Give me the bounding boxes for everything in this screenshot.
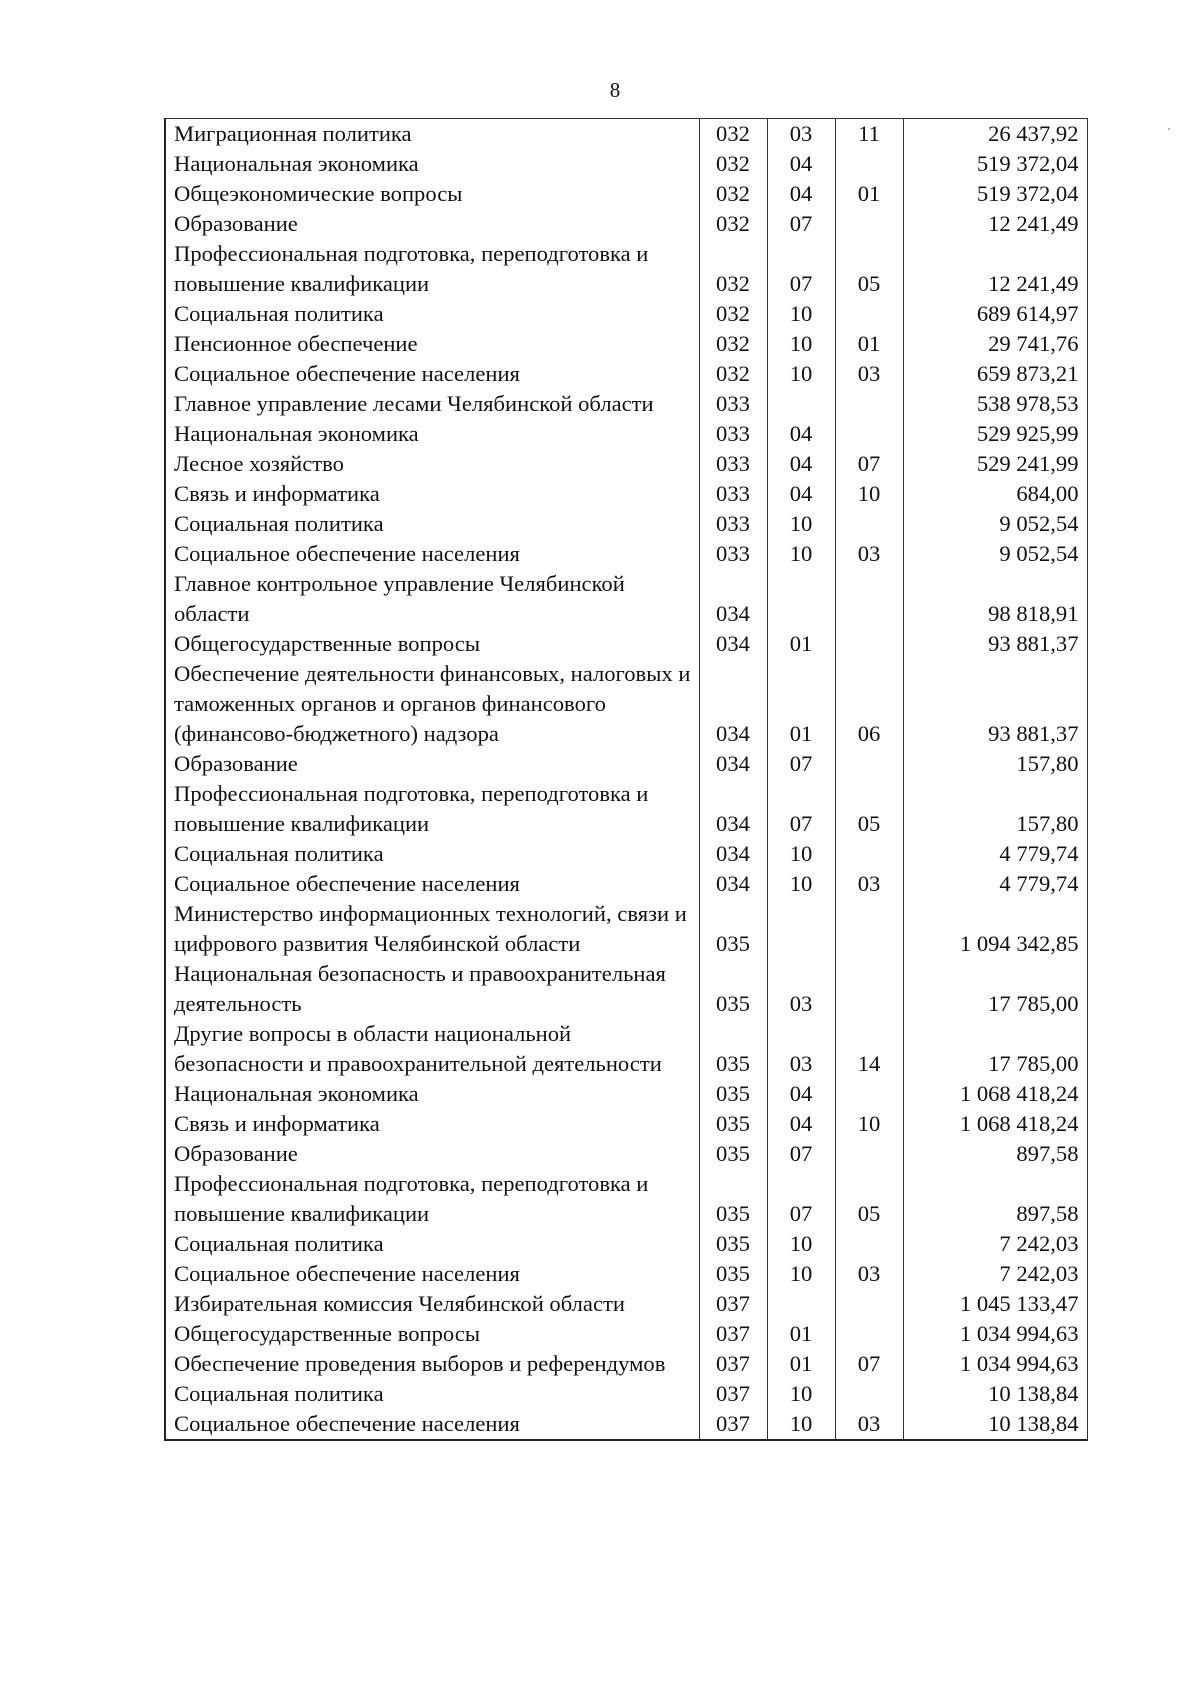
- row-amount: 98 818,91: [903, 569, 1087, 629]
- row-amount: 12 241,49: [903, 209, 1087, 239]
- row-amount: 9 052,54: [903, 509, 1087, 539]
- row-admin-code: 035: [699, 1019, 767, 1079]
- row-section-code: 01: [767, 629, 835, 659]
- row-admin-code: 032: [699, 209, 767, 239]
- row-amount: 519 372,04: [903, 179, 1087, 209]
- row-admin-code: 037: [699, 1379, 767, 1409]
- row-admin-code: 037: [699, 1319, 767, 1349]
- row-subsection-code: 05: [835, 779, 903, 839]
- row-section-code: 04: [767, 179, 835, 209]
- row-subsection-code: 01: [835, 329, 903, 359]
- row-section-code: 01: [767, 1319, 835, 1349]
- row-subsection-code: [835, 749, 903, 779]
- row-amount: 897,58: [903, 1169, 1087, 1229]
- row-admin-code: 033: [699, 539, 767, 569]
- row-name: Социальное обеспечение населения: [165, 1409, 699, 1440]
- row-subsection-code: [835, 299, 903, 329]
- table-row: [165, 359, 1087, 389]
- row-name: Социальное обеспечение населения: [165, 359, 699, 389]
- row-admin-code: 037: [699, 1409, 767, 1440]
- row-amount: 9 052,54: [903, 539, 1087, 569]
- row-amount: 29 741,76: [903, 329, 1087, 359]
- row-amount: 519 372,04: [903, 149, 1087, 179]
- row-name: Образование: [165, 749, 699, 779]
- row-section-code: 10: [767, 1259, 835, 1289]
- row-amount: 93 881,37: [903, 629, 1087, 659]
- row-amount: 17 785,00: [903, 1019, 1087, 1079]
- row-name: Социальная политика: [165, 1379, 699, 1409]
- row-admin-code: 034: [699, 779, 767, 839]
- row-admin-code: 033: [699, 419, 767, 449]
- row-admin-code: 035: [699, 1259, 767, 1289]
- table-row: [165, 419, 1087, 449]
- row-section-code: [767, 899, 835, 959]
- table-row: [165, 1379, 1087, 1409]
- row-admin-code: 037: [699, 1349, 767, 1379]
- row-section-code: 04: [767, 419, 835, 449]
- table-row: [165, 959, 1087, 1019]
- table-row: [165, 1169, 1087, 1229]
- row-amount: 1 068 418,24: [903, 1079, 1087, 1109]
- row-section-code: 04: [767, 1079, 835, 1109]
- row-admin-code: 035: [699, 1229, 767, 1259]
- table-row: [165, 1289, 1087, 1319]
- row-amount: 12 241,49: [903, 239, 1087, 299]
- row-section-code: 01: [767, 1349, 835, 1379]
- row-amount: 1 045 133,47: [903, 1289, 1087, 1319]
- row-amount: 157,80: [903, 749, 1087, 779]
- row-amount: 1 034 994,63: [903, 1349, 1087, 1379]
- row-name: Общегосударственные вопросы: [165, 1319, 699, 1349]
- row-amount: 26 437,92: [903, 119, 1087, 150]
- table-row: [165, 179, 1087, 209]
- table-row: [165, 659, 1087, 749]
- table-row: [165, 149, 1087, 179]
- row-admin-code: 035: [699, 1079, 767, 1109]
- row-subsection-code: [835, 389, 903, 419]
- row-amount: 10 138,84: [903, 1409, 1087, 1440]
- row-admin-code: 035: [699, 959, 767, 1019]
- row-section-code: 01: [767, 659, 835, 749]
- row-name: Национальная экономика: [165, 149, 699, 179]
- row-section-code: 07: [767, 749, 835, 779]
- row-name: Обеспечение проведения выборов и референдумов: [165, 1349, 699, 1379]
- row-admin-code: 034: [699, 659, 767, 749]
- row-name: Национальная безопасность и правоохранительная деятельность: [165, 959, 699, 1019]
- table-row: [165, 299, 1087, 329]
- scan-speck: [1168, 128, 1170, 130]
- row-subsection-code: 03: [835, 869, 903, 899]
- row-amount: 1 068 418,24: [903, 1109, 1087, 1139]
- row-name: Другие вопросы в области национальной безопасности и правоохранительной деятельности: [165, 1019, 699, 1079]
- table-row: [165, 1259, 1087, 1289]
- row-section-code: 04: [767, 149, 835, 179]
- row-amount: 529 241,99: [903, 449, 1087, 479]
- row-name: Главное управление лесами Челябинской области: [165, 389, 699, 419]
- row-subsection-code: 07: [835, 1349, 903, 1379]
- row-subsection-code: [835, 569, 903, 629]
- row-name: Национальная экономика: [165, 1079, 699, 1109]
- row-subsection-code: [835, 1289, 903, 1319]
- row-subsection-code: 03: [835, 1409, 903, 1440]
- row-admin-code: 032: [699, 359, 767, 389]
- row-amount: 93 881,37: [903, 659, 1087, 749]
- row-admin-code: 033: [699, 509, 767, 539]
- table-row: [165, 779, 1087, 839]
- table-row: [165, 869, 1087, 899]
- row-amount: 1 094 342,85: [903, 899, 1087, 959]
- row-subsection-code: [835, 1379, 903, 1409]
- row-subsection-code: 05: [835, 239, 903, 299]
- row-amount: 659 873,21: [903, 359, 1087, 389]
- row-section-code: 10: [767, 1409, 835, 1440]
- row-name: Социальная политика: [165, 1229, 699, 1259]
- table-row: [165, 119, 1087, 150]
- row-subsection-code: 10: [835, 479, 903, 509]
- row-amount: 4 779,74: [903, 869, 1087, 899]
- budget-table-body: [165, 119, 1087, 1441]
- row-admin-code: 034: [699, 869, 767, 899]
- row-name: Социальная политика: [165, 839, 699, 869]
- table-row: [165, 749, 1087, 779]
- row-subsection-code: [835, 149, 903, 179]
- row-subsection-code: [835, 629, 903, 659]
- row-admin-code: 035: [699, 1109, 767, 1139]
- table-row: [165, 239, 1087, 299]
- row-amount: 538 978,53: [903, 389, 1087, 419]
- table-row: [165, 1409, 1087, 1440]
- row-subsection-code: 10: [835, 1109, 903, 1139]
- row-subsection-code: 05: [835, 1169, 903, 1229]
- row-amount: 4 779,74: [903, 839, 1087, 869]
- budget-table: [164, 118, 1088, 1441]
- row-section-code: 10: [767, 329, 835, 359]
- row-amount: 157,80: [903, 779, 1087, 839]
- row-name: Пенсионное обеспечение: [165, 329, 699, 359]
- row-name: Социальное обеспечение населения: [165, 1259, 699, 1289]
- table-row: [165, 1229, 1087, 1259]
- table-row: [165, 629, 1087, 659]
- table-row: [165, 1079, 1087, 1109]
- row-name: Связь и информатика: [165, 1109, 699, 1139]
- row-name: Профессиональная подготовка, переподготовка и повышение квалификации: [165, 1169, 699, 1229]
- row-section-code: 03: [767, 959, 835, 1019]
- row-admin-code: 035: [699, 1139, 767, 1169]
- table-row: [165, 839, 1087, 869]
- row-admin-code: 032: [699, 329, 767, 359]
- row-section-code: [767, 569, 835, 629]
- row-subsection-code: 03: [835, 1259, 903, 1289]
- row-section-code: 10: [767, 839, 835, 869]
- row-section-code: 03: [767, 119, 835, 150]
- row-name: Общегосударственные вопросы: [165, 629, 699, 659]
- row-amount: 684,00: [903, 479, 1087, 509]
- row-section-code: [767, 389, 835, 419]
- table-row: [165, 539, 1087, 569]
- row-admin-code: 032: [699, 299, 767, 329]
- row-admin-code: 032: [699, 179, 767, 209]
- row-amount: 529 925,99: [903, 419, 1087, 449]
- table-row: [165, 1319, 1087, 1349]
- row-section-code: 10: [767, 1379, 835, 1409]
- row-subsection-code: [835, 899, 903, 959]
- row-name: Национальная экономика: [165, 419, 699, 449]
- row-subsection-code: 14: [835, 1019, 903, 1079]
- row-admin-code: 035: [699, 899, 767, 959]
- row-name: Профессиональная подготовка, переподготовка и повышение квалификации: [165, 239, 699, 299]
- row-section-code: [767, 1289, 835, 1319]
- row-section-code: 07: [767, 1169, 835, 1229]
- row-amount: 7 242,03: [903, 1259, 1087, 1289]
- row-subsection-code: 03: [835, 359, 903, 389]
- row-name: Лесное хозяйство: [165, 449, 699, 479]
- row-name: Связь и информатика: [165, 479, 699, 509]
- row-admin-code: 037: [699, 1289, 767, 1319]
- row-subsection-code: [835, 209, 903, 239]
- row-admin-code: 033: [699, 389, 767, 419]
- row-name: Общеэкономические вопросы: [165, 179, 699, 209]
- row-section-code: 07: [767, 1139, 835, 1169]
- row-name: Профессиональная подготовка, переподготовка и повышение квалификации: [165, 779, 699, 839]
- row-section-code: 10: [767, 1229, 835, 1259]
- table-row: [165, 209, 1087, 239]
- row-section-code: 04: [767, 479, 835, 509]
- row-amount: 17 785,00: [903, 959, 1087, 1019]
- row-admin-code: 034: [699, 749, 767, 779]
- row-section-code: 07: [767, 209, 835, 239]
- row-admin-code: 034: [699, 839, 767, 869]
- row-subsection-code: 06: [835, 659, 903, 749]
- row-subsection-code: [835, 1079, 903, 1109]
- row-name: Социальная политика: [165, 509, 699, 539]
- row-name: Образование: [165, 209, 699, 239]
- row-section-code: 04: [767, 1109, 835, 1139]
- row-amount: 10 138,84: [903, 1379, 1087, 1409]
- row-admin-code: 033: [699, 449, 767, 479]
- table-row: [165, 1019, 1087, 1079]
- row-name: Социальное обеспечение населения: [165, 539, 699, 569]
- row-subsection-code: 01: [835, 179, 903, 209]
- row-section-code: 07: [767, 779, 835, 839]
- table-row: [165, 1349, 1087, 1379]
- row-name: Социальное обеспечение населения: [165, 869, 699, 899]
- table-row: [165, 329, 1087, 359]
- table-row: [165, 1109, 1087, 1139]
- row-name: Обеспечение деятельности финансовых, налоговых и таможенных органов и органов финансового (финансово-бюджетного) надзора: [165, 659, 699, 749]
- row-name: Миграционная политика: [165, 119, 699, 150]
- page-number: 8: [609, 78, 621, 102]
- row-section-code: 07: [767, 239, 835, 299]
- row-section-code: 10: [767, 869, 835, 899]
- row-subsection-code: 03: [835, 539, 903, 569]
- table-row: [165, 449, 1087, 479]
- row-admin-code: 032: [699, 149, 767, 179]
- row-name: Избирательная комиссия Челябинской области: [165, 1289, 699, 1319]
- row-subsection-code: [835, 959, 903, 1019]
- row-admin-code: 035: [699, 1169, 767, 1229]
- row-subsection-code: [835, 1229, 903, 1259]
- table-row: [165, 899, 1087, 959]
- row-name: Министерство информационных технологий, связи и цифрового развития Челябинской области: [165, 899, 699, 959]
- table-row: [165, 479, 1087, 509]
- table-row: [165, 389, 1087, 419]
- row-subsection-code: [835, 839, 903, 869]
- row-admin-code: 032: [699, 119, 767, 150]
- table-row: [165, 569, 1087, 629]
- row-subsection-code: [835, 419, 903, 449]
- row-section-code: 10: [767, 539, 835, 569]
- row-subsection-code: 07: [835, 449, 903, 479]
- row-section-code: 10: [767, 509, 835, 539]
- row-admin-code: 034: [699, 569, 767, 629]
- row-section-code: 04: [767, 449, 835, 479]
- row-admin-code: 034: [699, 629, 767, 659]
- row-admin-code: 033: [699, 479, 767, 509]
- row-amount: 7 242,03: [903, 1229, 1087, 1259]
- row-admin-code: 032: [699, 239, 767, 299]
- row-name: Образование: [165, 1139, 699, 1169]
- row-name: Главное контрольное управление Челябинской области: [165, 569, 699, 629]
- row-subsection-code: 11: [835, 119, 903, 150]
- row-amount: 897,58: [903, 1139, 1087, 1169]
- row-name: Социальная политика: [165, 299, 699, 329]
- table-row: [165, 1139, 1087, 1169]
- row-amount: 1 034 994,63: [903, 1319, 1087, 1349]
- row-section-code: 03: [767, 1019, 835, 1079]
- row-amount: 689 614,97: [903, 299, 1087, 329]
- row-subsection-code: [835, 509, 903, 539]
- row-section-code: 10: [767, 359, 835, 389]
- row-subsection-code: [835, 1319, 903, 1349]
- table-row: [165, 509, 1087, 539]
- row-section-code: 10: [767, 299, 835, 329]
- row-subsection-code: [835, 1139, 903, 1169]
